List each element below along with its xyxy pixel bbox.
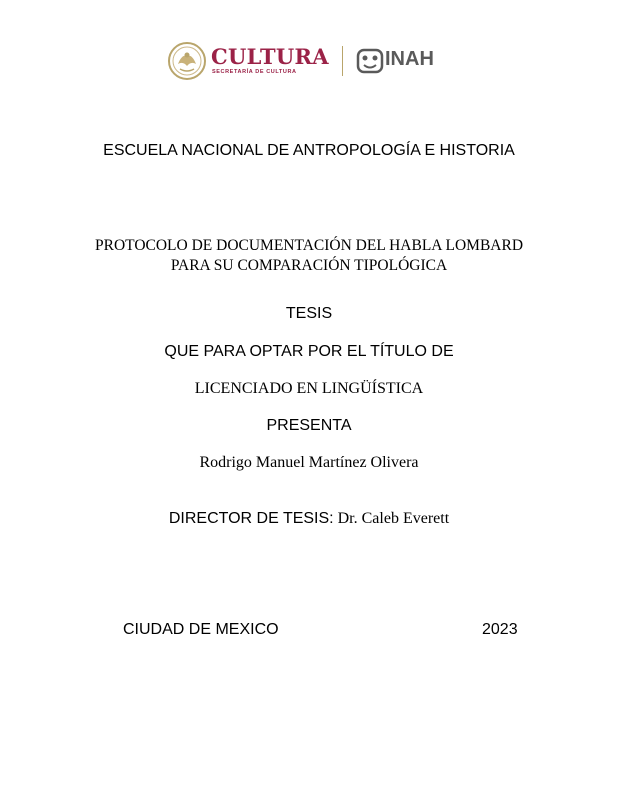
school-name: ESCUELA NACIONAL DE ANTROPOLOGÍA E HISTORIA: [103, 142, 515, 159]
degree-name: LICENCIADO EN LINGÜÍSTICA: [194, 380, 424, 397]
degree-intro: QUE PARA OPTAR POR EL TÍTULO DE: [164, 343, 454, 360]
thesis-title-line-2: PARA SU COMPARACIÓN TIPOLÓGICA: [170, 257, 448, 274]
cultura-logo-subtitle: SECRETARÍA DE CULTURA: [212, 69, 297, 75]
cultura-logo-text: CULTURA: [211, 44, 329, 69]
director-label: DIRECTOR DE TESIS:: [168, 510, 334, 527]
presents-label: PRESENTA: [266, 417, 352, 434]
footer-city: CIUDAD DE MEXICO: [123, 621, 279, 638]
thesis-title-line-1: PROTOCOLO DE DOCUMENTACIÓN DEL HABLA LOMBARD: [94, 237, 524, 254]
logo-divider: [342, 46, 343, 76]
footer-year: 2023: [482, 621, 518, 638]
thesis-label: TESIS: [285, 305, 333, 322]
thesis-director: [0, 510, 618, 528]
mexican-eagle-seal-icon: [168, 42, 206, 80]
author-name: Rodrigo Manuel Martínez Olivera: [199, 454, 419, 471]
inah-logo-text: INAH: [385, 48, 434, 70]
header-logos: [0, 40, 618, 84]
director-name: Dr. Caleb Everett: [337, 510, 450, 527]
inah-emblem-icon: [356, 48, 384, 74]
